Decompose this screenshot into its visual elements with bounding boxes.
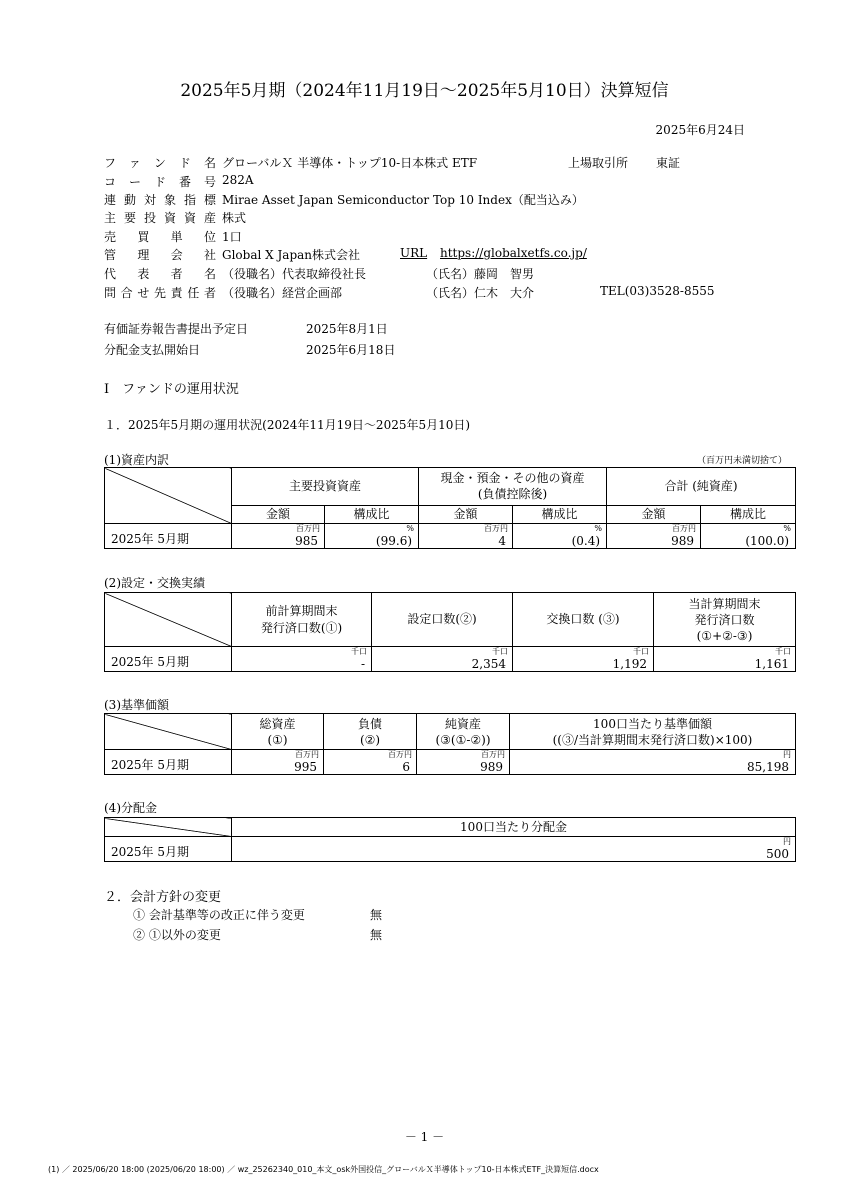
t4-value: 500 — [232, 847, 796, 862]
t3-col4-line1: 100口当たり基準価額 — [593, 716, 712, 731]
t3-col1-line2: (①) — [267, 732, 288, 747]
t3-col2 — [324, 714, 417, 750]
t1-col2-line1: 現金・預金・その他の資産 — [440, 471, 585, 486]
t3-value-4: 85,198 — [510, 760, 796, 775]
code: 282A — [222, 173, 254, 187]
t1-col2 — [419, 468, 607, 506]
t2-col4-line2: 発行済口数 — [694, 612, 755, 627]
index-row — [104, 191, 584, 208]
policy-item-2: ② ①以外の変更 — [133, 928, 221, 942]
t3-col4-line2: ((③/当計算期間末発行済口数)×100) — [552, 732, 753, 747]
exchange-label: 上場取引所 — [568, 156, 629, 170]
policy-item-2-value: 無 — [370, 928, 383, 942]
t1-col3: 合計 (純資産) — [607, 468, 796, 506]
section-heading: Ⅰ ファンドの運用状況 — [104, 382, 239, 397]
t2-col1-line1: 前計算期間末 — [265, 603, 338, 618]
t3-col3-line1: 純資産 — [444, 716, 481, 731]
tel: TEL(03)3528-8555 — [600, 284, 715, 298]
fund-name: グローバルＸ 半導体・トップ10-日本株式 ETF — [222, 156, 478, 170]
t2-col4-line1: 当計算期間末 — [688, 596, 761, 611]
t1-unit-3: 百万円 — [607, 524, 701, 535]
t3-unit-4: 円 — [510, 750, 796, 761]
url-link[interactable]: https://globalxetfs.co.jp/ — [440, 246, 587, 260]
t3-col4 — [510, 714, 796, 750]
t3-value-2: 6 — [324, 760, 417, 775]
t3-col1 — [232, 714, 324, 750]
t3-unit-1: 百万円 — [232, 750, 324, 761]
t1-ratio-2: 構成比 — [513, 505, 607, 523]
asset-label: 主要投資資産 — [104, 211, 216, 225]
asset: 株式 — [222, 211, 247, 225]
t2-col1 — [232, 593, 372, 647]
t1-corner — [105, 468, 232, 524]
t1-ratio-1: 構成比 — [325, 505, 419, 523]
index: Mirae Asset Japan Semiconductor Top 10 Index（配当込み） — [222, 193, 584, 207]
t3-heading: (3)基準価額 — [104, 698, 169, 712]
manager: Global X Japan株式会社 — [222, 248, 361, 262]
contact-name: （氏名）仁木 大介 — [426, 286, 535, 300]
manager-row — [104, 246, 587, 263]
contact-row — [104, 284, 715, 301]
t4-heading: (4)分配金 — [104, 801, 157, 815]
fund-name-row — [104, 154, 681, 171]
report-label: 有価証券報告書提出予定日 — [104, 322, 249, 336]
distribution-table — [104, 817, 796, 862]
t2-col3: 交換口数 (③) — [513, 593, 654, 647]
t3-corner — [105, 714, 232, 750]
t4-row-label: 2025年 5月期 — [105, 837, 232, 862]
t1-value-3: 989 — [607, 534, 701, 549]
manager-label: 管理会社 — [104, 248, 216, 262]
t2-row-label: 2025年 5月期 — [105, 647, 232, 672]
t2-col4-line3: (①+②-③) — [696, 628, 753, 643]
t1-heading: (1)資産内訳 — [104, 453, 169, 467]
t1-ratio-3: 構成比 — [701, 505, 796, 523]
t1-note: （百万円未満切捨て） — [696, 456, 787, 466]
document-date: 2025年6月24日 — [655, 123, 745, 137]
t2-value-1: - — [232, 657, 372, 672]
t2-unit-3: 千口 — [513, 647, 654, 658]
t3-col3 — [417, 714, 510, 750]
exchange: 東証 — [656, 156, 681, 170]
t1-amount-1: 金額 — [232, 505, 325, 523]
fund-name-label: ファンド名 — [104, 156, 216, 170]
t1-unit-pct-3: % — [701, 524, 796, 535]
t1-row-label: 2025年 5月期 — [105, 524, 232, 549]
rep-label: 代表者名 — [104, 267, 216, 281]
dist-label: 分配金支払開始日 — [104, 343, 201, 357]
contact-title: （役職名）経営企画部 — [222, 286, 343, 300]
rep-name: （氏名）藤岡 智男 — [426, 267, 535, 281]
policy-item-1-value: 無 — [370, 908, 383, 922]
t2-col2: 設定口数(②) — [372, 593, 513, 647]
t1-unit-2: 百万円 — [419, 524, 513, 535]
t3-col3-line2: (③(①-②)) — [435, 732, 491, 747]
t3-col2-line1: 負債 — [357, 716, 382, 731]
t2-col4 — [654, 593, 796, 647]
t1-ratio-value-2: (0.4) — [513, 534, 607, 549]
t3-value-1: 995 — [232, 760, 324, 775]
code-row — [104, 173, 254, 190]
t3-col2-line2: (②) — [359, 732, 381, 747]
policy-item-1: ① 会計基準等の改正に伴う変更 — [133, 908, 305, 922]
t1-value-2: 4 — [419, 534, 513, 549]
t3-row-label: 2025年 5月期 — [105, 750, 232, 775]
t1-ratio-value-3: (100.0) — [701, 534, 796, 549]
unit-label: 売買単位 — [104, 230, 216, 244]
policy-heading: ２．会計方針の変更 — [104, 890, 222, 905]
index-label: 連動対象指標 — [104, 193, 216, 207]
nav-table — [104, 713, 796, 775]
rep-row — [104, 265, 535, 282]
t3-value-3: 989 — [417, 760, 510, 775]
asset-table — [104, 467, 796, 549]
subsection-heading: １．2025年5月期の運用状況(2024年11月19日～2025年5月10日) — [104, 418, 471, 432]
t4-col1: 100口当たり分配金 — [232, 818, 796, 837]
t2-heading: (2)設定・交換実績 — [104, 576, 205, 590]
t3-col1-line1: 総資産 — [259, 716, 296, 731]
t1-unit-pct-2: % — [513, 524, 607, 535]
code-label: コード番号 — [104, 175, 216, 189]
page-number: － 1 － — [404, 1130, 445, 1144]
t4-unit: 円 — [232, 837, 796, 848]
t2-unit-4: 千口 — [654, 647, 796, 658]
t1-ratio-value-1: (99.6) — [325, 534, 419, 549]
dist-date: 2025年6月18日 — [306, 343, 396, 357]
report-date: 2025年8月1日 — [306, 322, 388, 336]
units-table — [104, 592, 796, 672]
t2-value-2: 2,354 — [372, 657, 513, 672]
t1-value-1: 985 — [232, 534, 325, 549]
rep-title: （役職名）代表取締役社長 — [222, 267, 367, 281]
t2-corner — [105, 593, 232, 647]
t4-corner — [105, 818, 232, 837]
unit-row — [104, 228, 242, 245]
footer-file-path: (1) ／ 2025/06/20 18:00 (2025/06/20 18:00) ／ wz_25262340_010_本文_osk外国投信_グローバルＸ半導体トップ10-日本株式ETF_決算短信.docx — [48, 1165, 599, 1174]
t1-unit-pct-1: % — [325, 524, 419, 535]
t1-amount-2: 金額 — [419, 505, 513, 523]
t2-col1-line2: 発行済口数(①) — [260, 620, 343, 635]
t2-value-4: 1,161 — [654, 657, 796, 672]
contact-label: 問合せ先責任者 — [104, 286, 216, 300]
t1-unit-1: 百万円 — [232, 524, 325, 535]
url-label: URL — [400, 246, 428, 260]
t3-unit-3: 百万円 — [417, 750, 510, 761]
t1-col1: 主要投資資産 — [232, 468, 419, 506]
asset-row — [104, 209, 247, 226]
t3-unit-2: 百万円 — [324, 750, 417, 761]
t1-col2-line2: (負債控除後) — [477, 487, 548, 502]
page-title: 2025年5月期（2024年11月19日～2025年5月10日）決算短信 — [180, 81, 669, 101]
t2-value-3: 1,192 — [513, 657, 654, 672]
unit: 1口 — [222, 230, 242, 244]
t1-amount-3: 金額 — [607, 505, 701, 523]
t2-unit-2: 千口 — [372, 647, 513, 658]
t2-unit-1: 千口 — [232, 647, 372, 658]
